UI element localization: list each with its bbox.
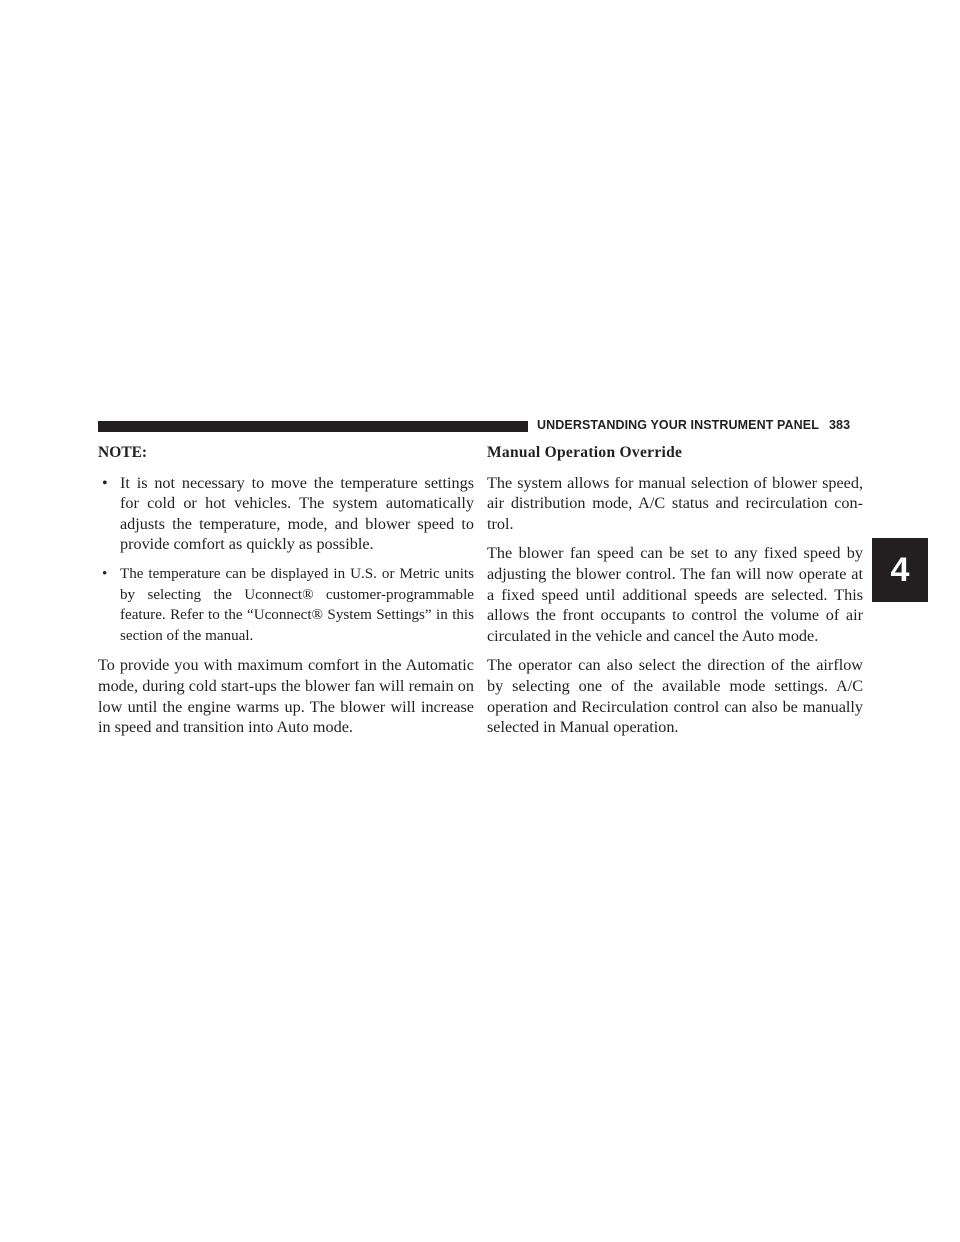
note-bullet-text: It is not necessary to move the temperature settings for cold or hot vehicles. The system automatically adjusts the temperature, mode, and blower speed to provide comfort as quickly as possible. <box>120 473 474 554</box>
note-bullet-text: The temperature can be displayed in U.S. or Metric units by selecting the Uconnect® customer-programmable feature. Refer to the “Uconnect® System Settings” in this section of the manual. <box>120 565 474 644</box>
left-column <box>98 443 474 747</box>
bullet-glyph: • <box>102 565 108 582</box>
note-bullet-item <box>98 473 474 555</box>
page-number: 383 <box>828 418 851 432</box>
chapter-tab: 4 <box>872 538 928 602</box>
note-title: NOTE: <box>98 444 148 461</box>
body-paragraph: The operator can also select the direction of the airflow by selecting one of the available mode settings. A/C operation and Recirculation control can also be manually selected in Manual operation. <box>487 656 863 737</box>
header-title: UNDERSTANDING YOUR INSTRUMENT PANEL <box>537 418 819 432</box>
right-column <box>487 443 863 747</box>
note-bullet-list <box>98 473 474 647</box>
body-paragraph: The blower fan speed can be set to any fixed speed by adjusting the blower control. The fan will now operate at a fixed speed until additional speeds are selected. This allows the front occupants to control the volume of air circulated in the vehicle and cancel the Auto mode. <box>487 544 863 645</box>
header-rule <box>98 421 528 432</box>
body-paragraph: The system allows for manual selection of blower speed, air distribution mode, A/C status and recirculation con- trol. <box>487 473 863 533</box>
section-title: Manual Operation Override <box>487 444 683 461</box>
bullet-glyph: • <box>102 473 108 492</box>
body-paragraph: To provide you with maximum comfort in the Automatic mode, during cold start-ups the blower fan will remain on low until the engine warms up. The blower will increase in speed and transition into Auto mode. <box>98 656 474 737</box>
note-bullet-item <box>98 564 474 646</box>
running-header <box>537 418 850 432</box>
